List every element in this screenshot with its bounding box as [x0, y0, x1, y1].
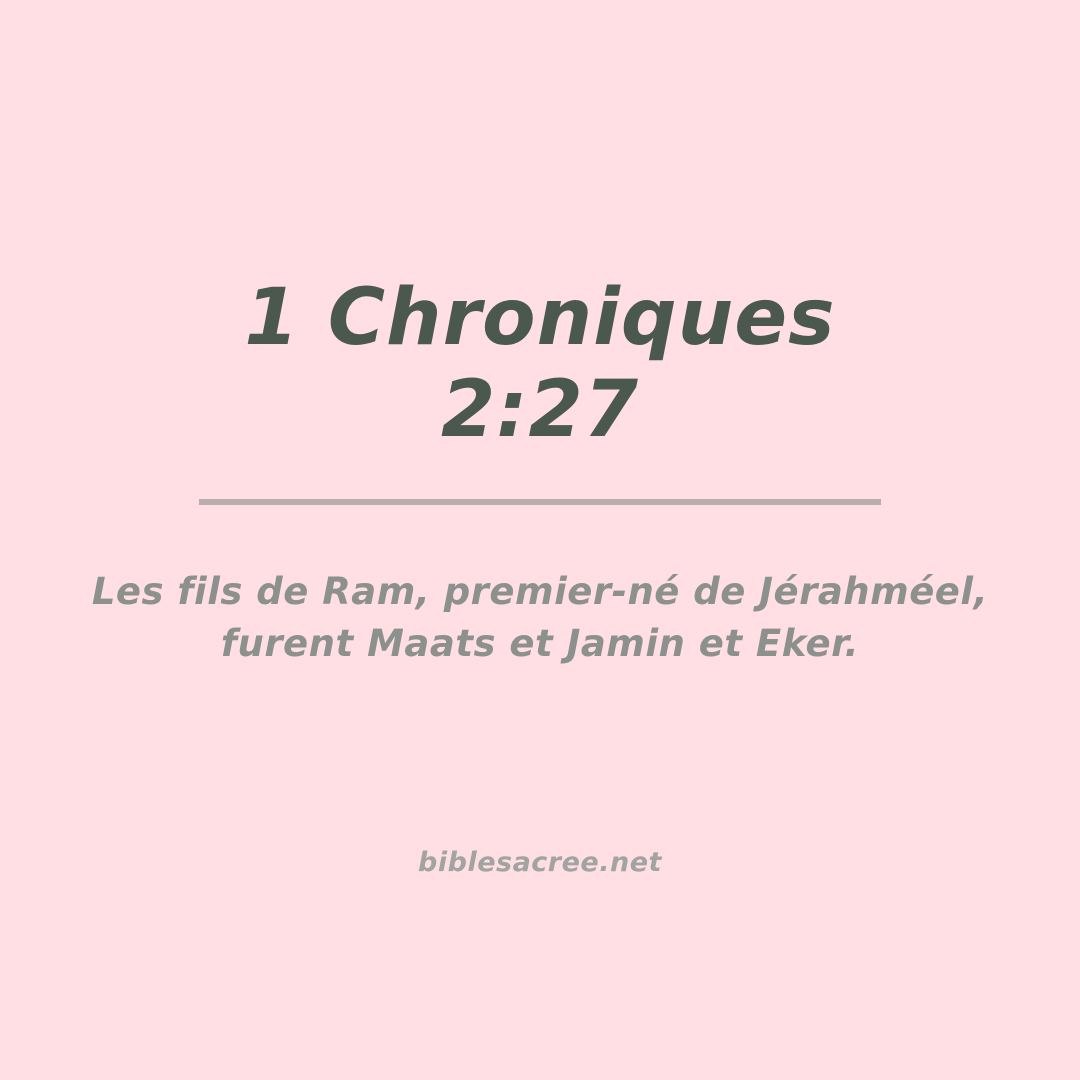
- divider-rule: [199, 499, 881, 505]
- verse-title: [0, 272, 1080, 456]
- verse-reference: 2:27: [440, 365, 639, 456]
- verse-text: [0, 566, 1080, 670]
- verse-line: furent Maats et Jamin et Eker.: [220, 621, 860, 665]
- verse-line: Les fils de Ram, premier-né de Jérahméel,: [91, 570, 989, 613]
- book-name: 1 Chroniques: [244, 273, 836, 363]
- site-watermark: [0, 847, 1080, 878]
- site-name: biblesacree.net: [418, 847, 662, 878]
